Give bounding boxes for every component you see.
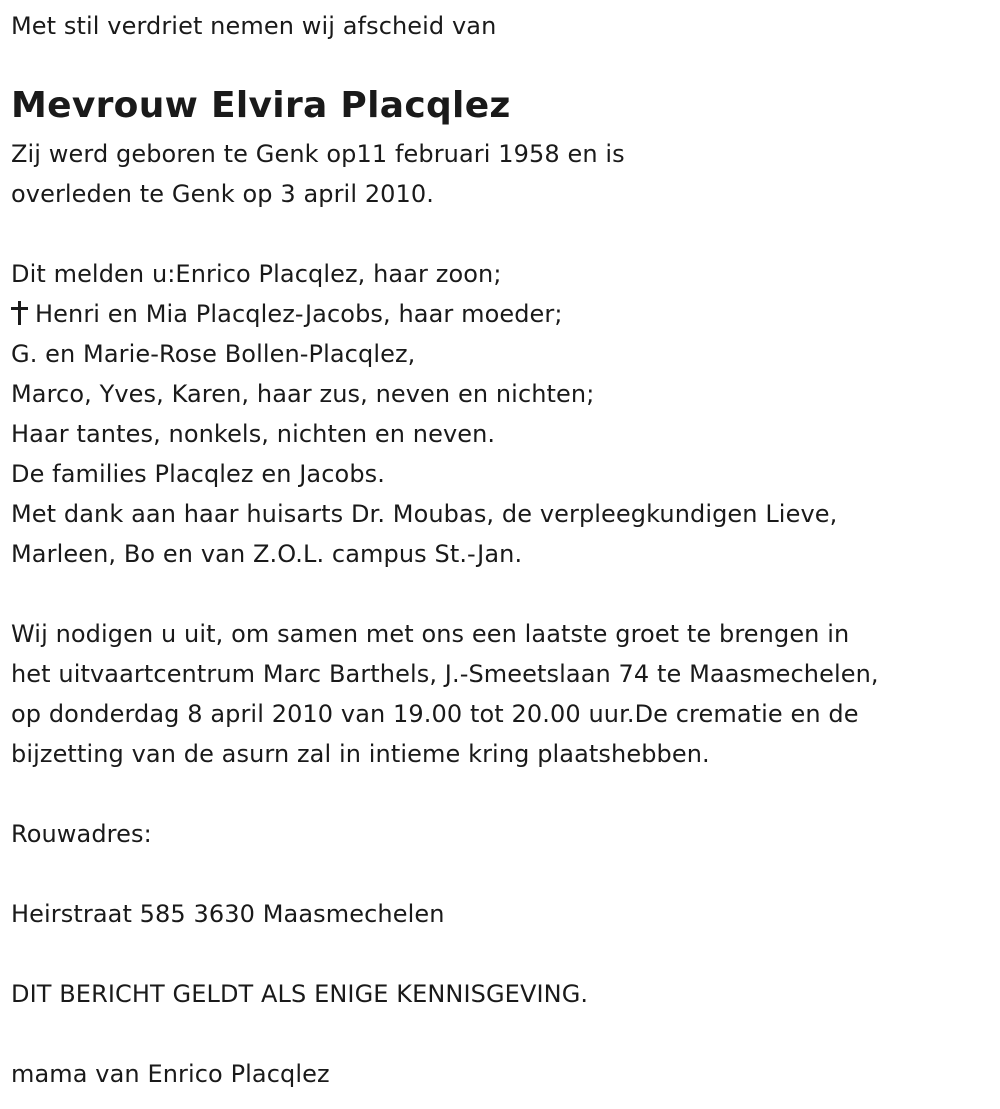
- signature: mama van Enrico Placqlez: [11, 1060, 330, 1088]
- mourning-address: Heirstraat 585 3630 Maasmechelen: [11, 900, 445, 928]
- intro-text: Met stil verdriet nemen wij afscheid van: [11, 12, 497, 40]
- mourning-address-label: Rouwadres:: [11, 820, 152, 848]
- notice-text: DIT BERICHT GELDT ALS ENIGE KENNISGEVING.: [11, 980, 589, 1008]
- deceased-name: Mevrouw Elvira Placqlez: [11, 85, 511, 126]
- invitation-line: het uitvaartcentrum Marc Barthels, J.-Smeetslaan 74 te Maasmechelen,: [11, 660, 879, 688]
- announcer-line-deceased: [11, 294, 879, 334]
- announcer-line: Marco, Yves, Karen, haar zus, neven en nichten;: [11, 380, 595, 408]
- invitation-line: bijzetting van de asurn zal in intieme kring plaatshebben.: [11, 740, 710, 768]
- spacer: [11, 774, 879, 814]
- obituary-body: [11, 134, 879, 1094]
- spacer: [11, 214, 879, 254]
- thanks-line: Met dank aan haar huisarts Dr. Moubas, de verpleegkundigen Lieve,: [11, 500, 838, 528]
- thanks-line: Marleen, Bo en van Z.O.L. campus St.-Jan.: [11, 540, 523, 568]
- announcer-line: Haar tantes, nonkels, nichten en neven.: [11, 420, 496, 448]
- spacer: [11, 574, 879, 614]
- spacer: [11, 854, 879, 894]
- invitation-line: op donderdag 8 april 2010 van 19.00 tot 20.00 uur.De crematie en de: [11, 700, 859, 728]
- announcer-line: G. en Marie-Rose Bollen-Placqlez,: [11, 340, 416, 368]
- announcer-line-text: Henri en Mia Placqlez-Jacobs, haar moeder;: [35, 300, 563, 328]
- birth-line: Zij werd geboren te Genk op11 februari 1958 en is: [11, 140, 625, 168]
- death-line: overleden te Genk op 3 april 2010.: [11, 180, 435, 208]
- invitation-line: Wij nodigen u uit, om samen met ons een laatste groet te brengen in: [11, 620, 850, 648]
- spacer: [11, 934, 879, 974]
- announcer-line: Dit melden u:Enrico Placqlez, haar zoon;: [11, 260, 502, 288]
- cross-icon: [11, 301, 28, 325]
- announcer-line: De families Placqlez en Jacobs.: [11, 460, 385, 488]
- spacer: [11, 1014, 879, 1054]
